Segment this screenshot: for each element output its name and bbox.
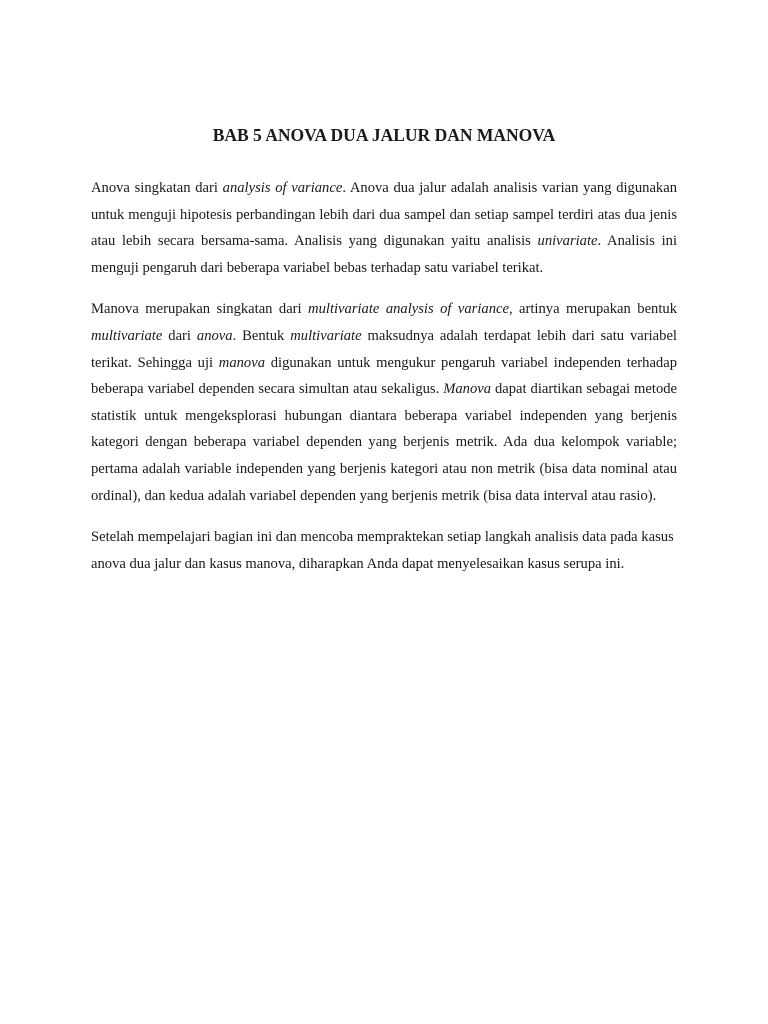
text-segment-italic: multivariate analysis of variance	[308, 301, 509, 318]
text-segment-italic: anova	[196, 327, 233, 344]
text-segment: Manova merupakan singkatan dari	[91, 301, 309, 318]
text-segment: dari	[162, 327, 197, 344]
paragraph-manova-definition	[91, 296, 677, 509]
paragraph-anova-definition	[91, 175, 677, 281]
text-segment-italic: univariate	[537, 233, 598, 250]
text-segment-italic: analysis of variance	[222, 180, 343, 196]
text-segment: . Anova dua jalur adalah analisis varian yang digunakan untuk menguji hipotesis perbandingan lebih dari dua sampel dan setiap sampel terdiri atas dua jenis atau lebih secara bersama-sama. Analisis yang digunakan yaitu analisis	[91, 180, 677, 250]
paragraph-learning-objective	[91, 524, 677, 577]
text-segment: Setelah mempelajari bagian ini dan mencoba mempraktekan setiap langkah analisis data pada kasus anova dua jalur dan kasus manova, diharapkan Anda dapat menyelesaikan kasus serupa ini.	[91, 529, 674, 572]
text-segment: Anova singkatan dari	[91, 180, 223, 196]
text-segment-italic: manova	[218, 354, 265, 371]
text-segment-italic: multivariate	[91, 327, 163, 344]
text-segment: , artinya merupakan bentuk	[508, 301, 677, 318]
text-segment: dapat diartikan sebagai metode statistik untuk mengeksplorasi hubungan diantara beberapa variabel independen yang berjenis kategori dengan beberapa variabel dependen yang berjenis metrik. Ada dua kelompok variable; pertama adalah variable independen yang berjenis kategori atau non metrik (bisa data nominal atau ordinal), dan kedua adalah variabel dependen yang berjenis metrik (bisa data interval atau rasio).	[91, 381, 678, 504]
chapter-title: BAB 5 ANOVA DUA JALUR DAN MANOVA	[212, 125, 556, 145]
text-segment: digunakan untuk mengukur pengaruh variabel independen terhadap beberapa variabel dependen secara simultan atau sekaligus.	[91, 354, 677, 398]
text-segment-italic: multivariate	[290, 327, 362, 344]
document-page	[91, 124, 677, 592]
text-segment: . Bentuk	[232, 327, 291, 344]
text-segment: maksudnya adalah terdapat lebih dari satu variabel terikat. Sehingga uji	[91, 327, 677, 371]
text-segment-italic: Manova	[443, 381, 492, 398]
text-segment: . Analisis ini menguji pengaruh dari beberapa variabel bebas terhadap satu variabel terikat.	[91, 233, 678, 276]
